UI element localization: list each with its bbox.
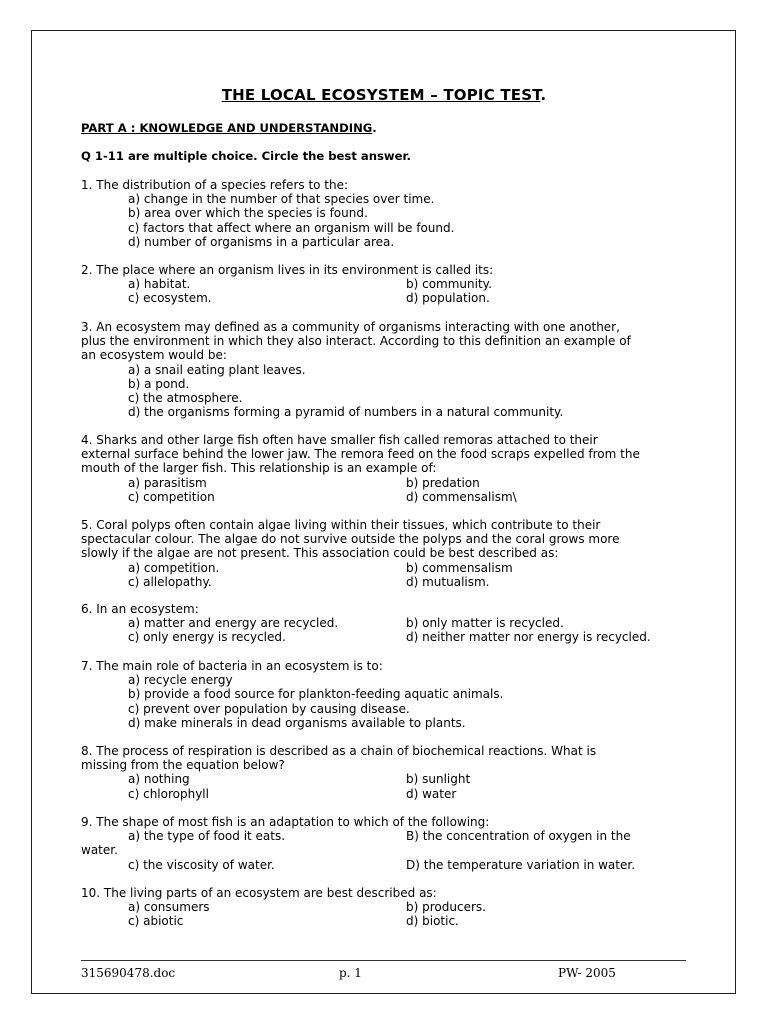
question-10 [81, 886, 701, 929]
option: b) producers. [406, 900, 486, 915]
question-stem: 2. The place where an organism lives in its environment is called its: [81, 263, 494, 277]
option: a) matter and energy are recycled. [128, 616, 339, 631]
question-stem: 4. Sharks and other large fish often have smaller fish called remoras attached to their external surface behind the lower jaw. The remora feed on the food scraps expelled from the mouth of the larger fish. This relationship is an example of: [81, 433, 640, 476]
question-7 [81, 659, 701, 730]
option: c) competition [128, 489, 215, 504]
option: c) the atmosphere. [128, 391, 243, 406]
question-stem: 6. In an ecosystem: [81, 602, 199, 616]
instructions: Q 1-11 are multiple choice. Circle the best answer. [81, 149, 411, 163]
option: c) abiotic [128, 914, 184, 929]
option-wrap: water. [81, 843, 118, 858]
option: a) the type of food it eats. [128, 829, 286, 844]
option: d) neither matter nor energy is recycled. [406, 630, 651, 645]
question-4 [81, 433, 701, 504]
question-stem: 7. The main role of bacteria in an ecosystem is to: [81, 659, 383, 673]
option: b) predation [406, 475, 480, 490]
option: d) mutualism. [406, 574, 490, 589]
option: a) parasitism [128, 475, 207, 490]
question-stem: 1. The distribution of a species refers to the: [81, 178, 349, 192]
footer-code: PW- 2005 [558, 966, 616, 980]
option: b) sunlight [406, 772, 471, 787]
option: d) commensalism\ [406, 489, 517, 504]
question-stem: 10. The living parts of an ecosystem are best described as: [81, 886, 437, 900]
option: c) chlorophyll [128, 786, 209, 801]
option: d) water [406, 786, 457, 801]
option: a) change in the number of that species over time. [128, 192, 435, 207]
option: D) the temperature variation in water. [406, 857, 636, 872]
option: c) factors that affect where an organism will be found. [128, 220, 455, 235]
question-stem: 5. Coral polyps often contain algae living within their tissues, which contribute to their spectacular colour. The algae do not survive outside the polyps and the coral grows more slowly if the algae are not present. This association could be best described as: [81, 518, 620, 561]
option: a) nothing [128, 772, 190, 787]
option: c) the viscosity of water. [128, 857, 275, 872]
option: a) competition. [128, 560, 220, 575]
option: a) consumers [128, 900, 210, 915]
option: d) make minerals in dead organisms available to plants. [128, 715, 466, 730]
question-stem: 3. An ecosystem may defined as a community of organisms interacting with one another, plus the environment in which they also interact. According to this definition an example of an ecosystem would be: [81, 320, 631, 363]
option: a) recycle energy [128, 673, 233, 688]
option: d) number of organisms in a particular area. [128, 234, 395, 249]
document-title: THE LOCAL ECOSYSTEM – TOPIC TEST. [221, 86, 547, 104]
question-stem: 8. The process of respiration is described as a chain of biochemical reactions. What is missing from the equation below? [81, 744, 597, 773]
question-9 [81, 815, 701, 872]
option: b) a pond. [128, 376, 190, 391]
option: d) population. [406, 291, 490, 306]
footer-filename: 315690478.doc [81, 966, 176, 980]
question-2 [81, 263, 701, 306]
option: b) community. [406, 277, 492, 292]
option: b) commensalism [406, 560, 513, 575]
option: d) biotic. [406, 914, 459, 929]
option: a) habitat. [128, 277, 191, 292]
question-5 [81, 518, 701, 589]
question-1 [81, 178, 701, 249]
part-a-heading: PART A : KNOWLEDGE AND UNDERSTANDING. [81, 121, 377, 135]
option: b) area over which the species is found. [128, 206, 368, 221]
option: a) a snail eating plant leaves. [128, 362, 306, 377]
footer-page-number: p. 1 [339, 966, 362, 980]
option: c) prevent over population by causing disease. [128, 701, 410, 716]
option: B) the concentration of oxygen in the [406, 829, 631, 844]
footer-divider [81, 960, 686, 961]
question-8 [81, 744, 701, 801]
question-stem: 9. The shape of most fish is an adaptation to which of the following: [81, 815, 490, 829]
question-3 [81, 320, 701, 419]
option: c) only energy is recycled. [128, 630, 286, 645]
option: c) ecosystem. [128, 291, 212, 306]
option: d) the organisms forming a pyramid of numbers in a natural community. [128, 405, 564, 420]
option: b) only matter is recycled. [406, 616, 564, 631]
option: b) provide a food source for plankton-feeding aquatic animals. [128, 687, 504, 702]
option: c) allelopathy. [128, 574, 212, 589]
question-6 [81, 602, 701, 645]
